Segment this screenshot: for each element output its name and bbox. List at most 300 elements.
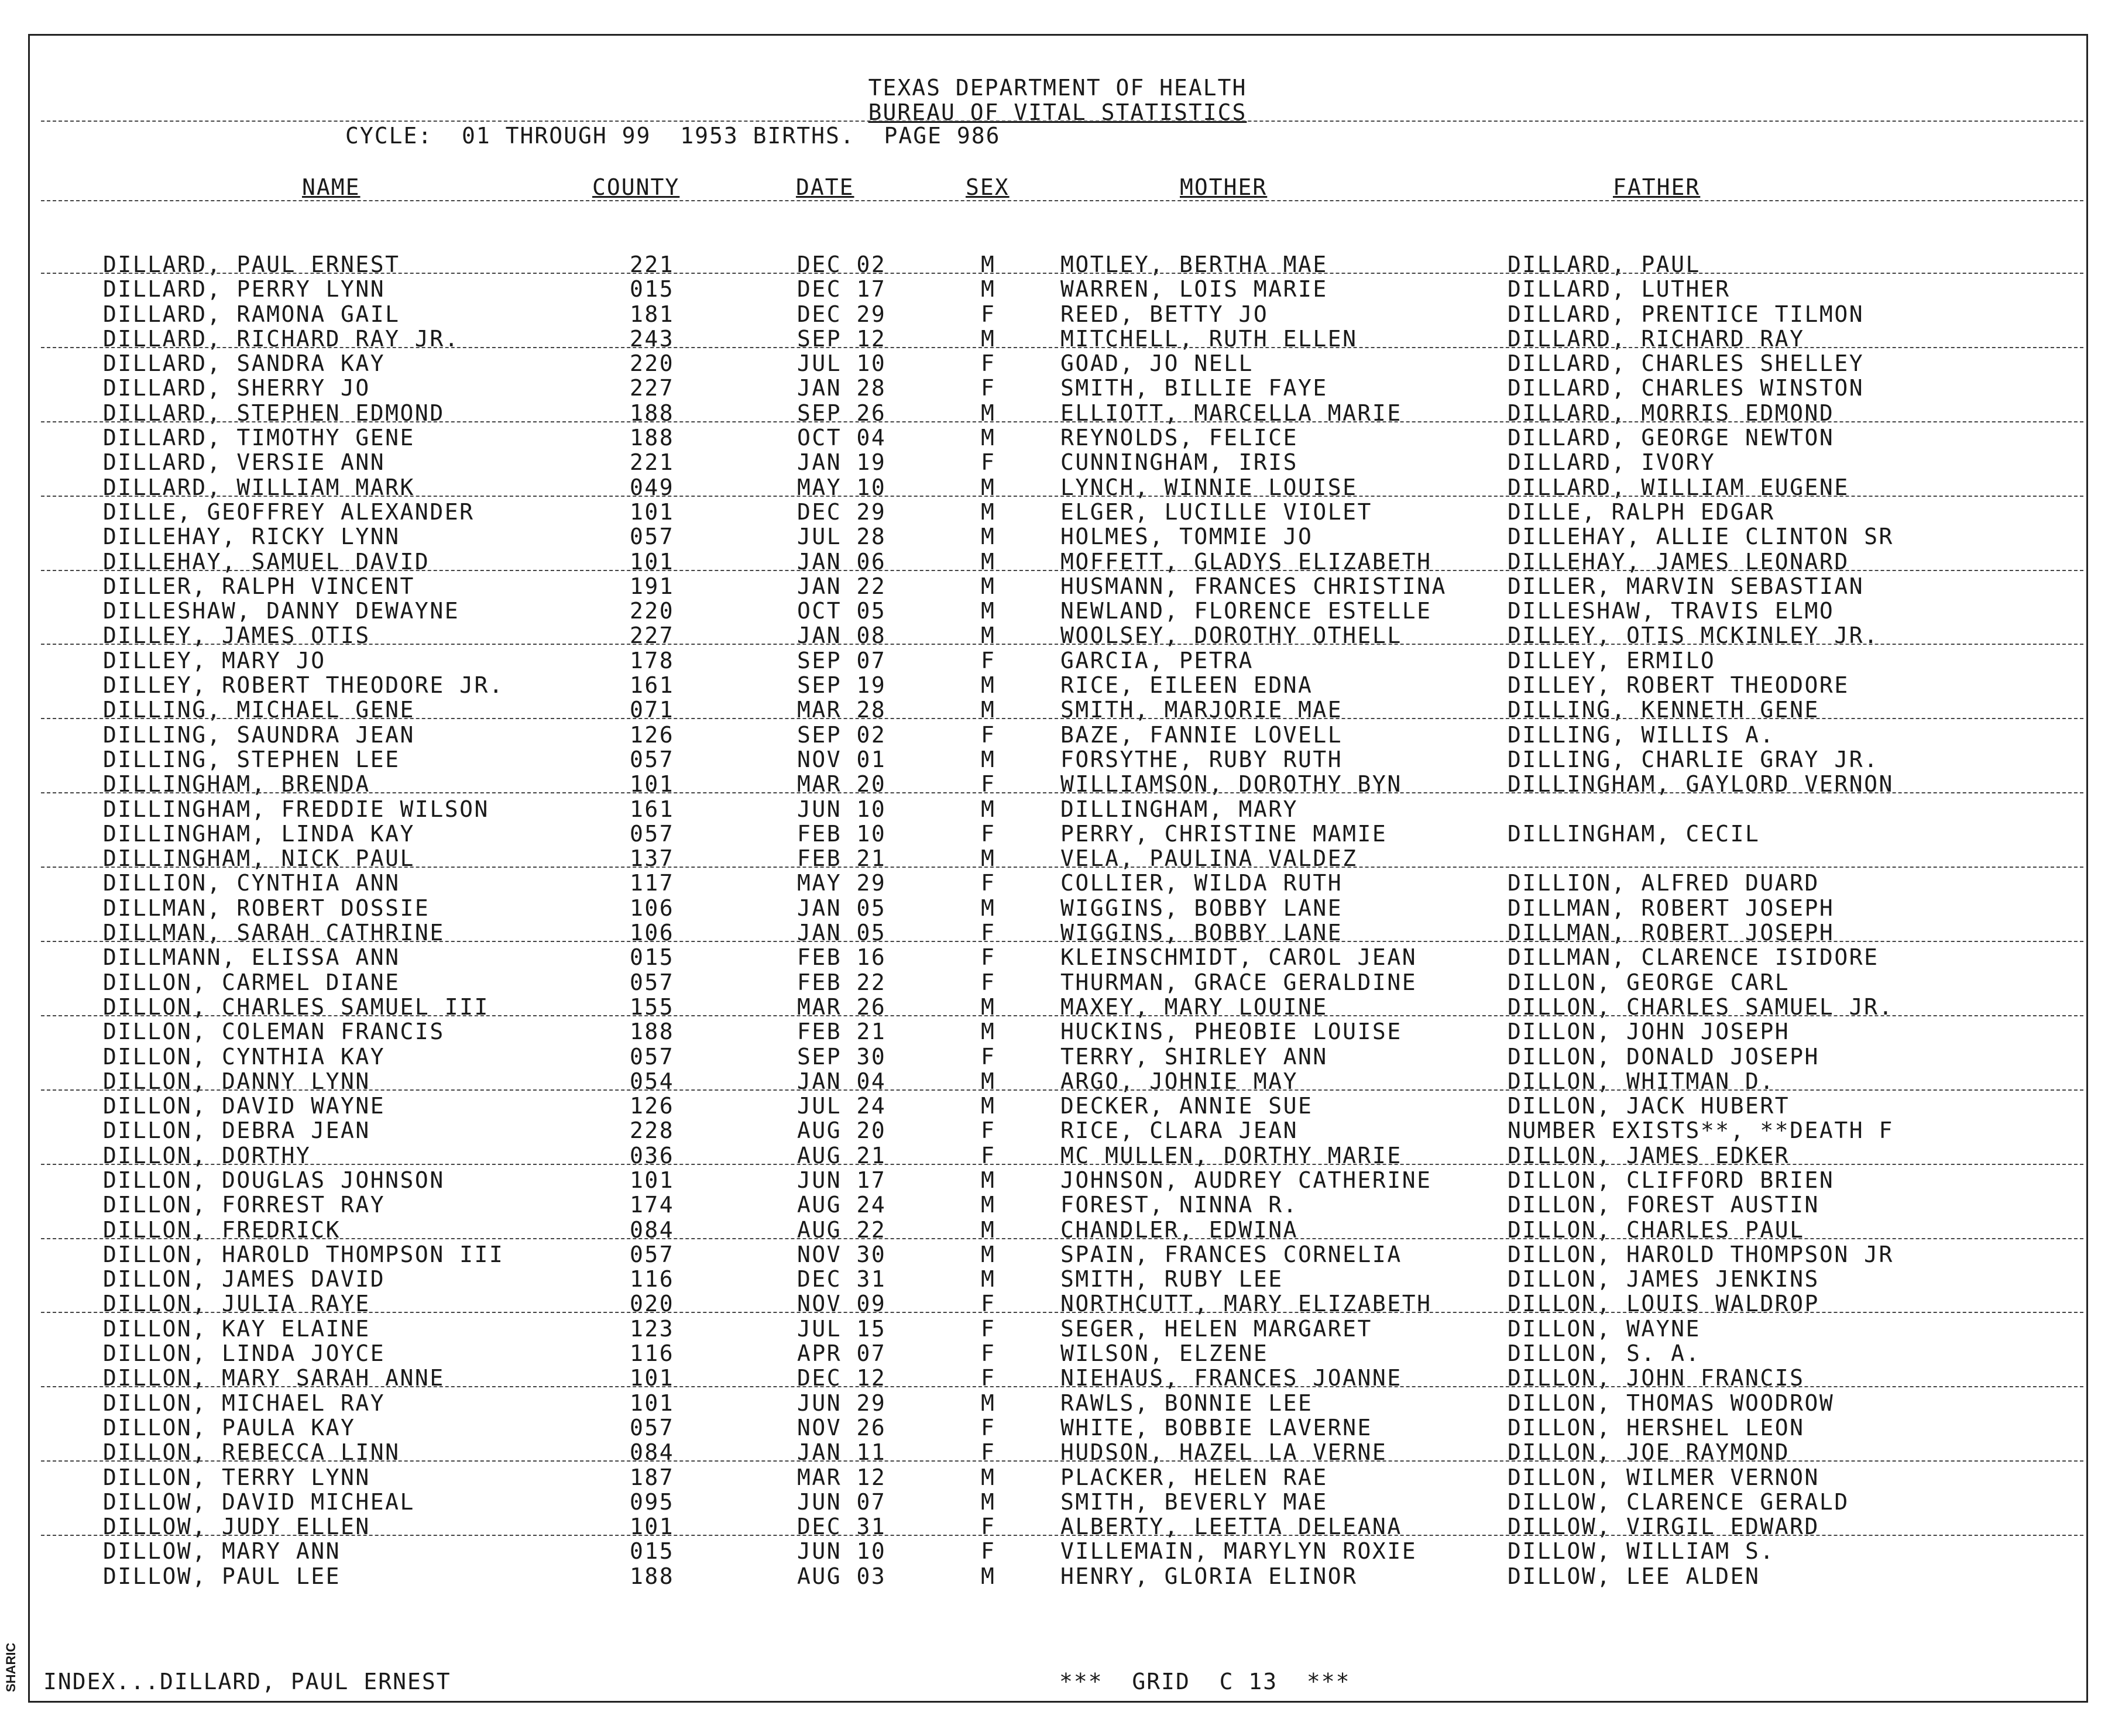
column-header-name: NAME bbox=[302, 174, 360, 200]
table-row bbox=[0, 1192, 2115, 1216]
cell-name: DILLMAN, SARAH CATHRINE bbox=[103, 920, 445, 946]
cell-county: 057 bbox=[630, 524, 675, 550]
cell-county: 243 bbox=[630, 325, 675, 352]
cell-mother: COLLIER, WILDA RUTH bbox=[1060, 870, 1343, 896]
cell-father: DILLON, WILMER VERNON bbox=[1508, 1464, 1819, 1490]
cell-father: DILLESHAW, TRAVIS ELMO bbox=[1508, 598, 1835, 624]
table-row bbox=[0, 1563, 2115, 1588]
cell-sex: F bbox=[981, 1538, 996, 1565]
cell-mother: RICE, CLARA JEAN bbox=[1060, 1118, 1299, 1144]
table-row bbox=[0, 845, 2115, 870]
cell-date: JUN 17 bbox=[797, 1167, 887, 1193]
cell-father: DILLON, FOREST AUSTIN bbox=[1508, 1192, 1819, 1218]
cell-father: DILLARD, CHARLES SHELLEY bbox=[1508, 350, 1865, 377]
cell-mother: VELA, PAULINA VALDEZ bbox=[1060, 845, 1358, 872]
cell-county: 116 bbox=[630, 1340, 675, 1367]
cell-date: OCT 04 bbox=[797, 425, 887, 451]
cell-father: DILLARD, RICHARD RAY bbox=[1508, 325, 1805, 352]
cell-mother: NIEHAUS, FRANCES JOANNE bbox=[1060, 1365, 1402, 1391]
table-row bbox=[0, 1266, 2115, 1291]
cell-county: 161 bbox=[630, 796, 675, 822]
cell-name: DILLON, JULIA RAYE bbox=[103, 1291, 370, 1317]
cell-father: DILLARD, MORRIS EDMOND bbox=[1508, 400, 1835, 426]
cell-county: 015 bbox=[630, 944, 675, 971]
column-header-county: COUNTY bbox=[592, 174, 680, 200]
cell-sex: M bbox=[981, 400, 996, 426]
cell-father: DILLEHAY, JAMES LEONARD bbox=[1508, 548, 1849, 575]
cell-date: AUG 20 bbox=[797, 1118, 887, 1144]
table-row bbox=[0, 771, 2115, 796]
cell-mother: HUCKINS, PHEOBIE LOUISE bbox=[1060, 1019, 1402, 1045]
cell-sex: F bbox=[981, 944, 996, 971]
cell-mother: SMITH, RUBY LEE bbox=[1060, 1266, 1283, 1292]
cell-mother: WILLIAMSON, DOROTHY BYN bbox=[1060, 771, 1402, 797]
cell-county: 057 bbox=[630, 1414, 675, 1441]
cell-county: 084 bbox=[630, 1216, 675, 1243]
cell-father: DILLON, HAROLD THOMPSON JR bbox=[1508, 1241, 1894, 1267]
cell-name: DILLON, CARMEL DIANE bbox=[103, 969, 400, 995]
table-row bbox=[0, 524, 2115, 548]
header-department: TEXAS DEPARTMENT OF HEALTH bbox=[868, 75, 1247, 101]
table-row bbox=[0, 672, 2115, 697]
cell-sex: F bbox=[981, 449, 996, 476]
cell-name: DILLEY, ROBERT THEODORE JR. bbox=[103, 672, 504, 699]
cell-county: 101 bbox=[630, 1365, 675, 1391]
cell-mother: CUNNINGHAM, IRIS bbox=[1060, 449, 1299, 476]
cell-father: DILLEY, ERMILO bbox=[1508, 647, 1716, 673]
cell-father: DILLOW, WILLIAM S. bbox=[1508, 1538, 1775, 1565]
cell-mother: SMITH, MARJORIE MAE bbox=[1060, 697, 1343, 723]
cell-name: DILLON, HAROLD THOMPSON III bbox=[103, 1241, 504, 1267]
table-row bbox=[0, 598, 2115, 623]
cell-name: DILLON, PAULA KAY bbox=[103, 1414, 356, 1441]
cell-name: DILLARD, VERSIE ANN bbox=[103, 449, 386, 476]
cell-sex: F bbox=[981, 350, 996, 377]
cell-mother: THURMAN, GRACE GERALDINE bbox=[1060, 969, 1417, 995]
cell-name: DILLMAN, ROBERT DOSSIE bbox=[103, 895, 430, 921]
cell-father: DILLER, MARVIN SEBASTIAN bbox=[1508, 573, 1865, 599]
cell-date: NOV 30 bbox=[797, 1241, 887, 1267]
cell-father: DILLARD, PRENTICE TILMON bbox=[1508, 301, 1865, 327]
cell-father: DILLON, CHARLES PAUL bbox=[1508, 1216, 1805, 1243]
cell-mother: DECKER, ANNIE SUE bbox=[1060, 1093, 1313, 1119]
cell-name: DILLARD, TIMOTHY GENE bbox=[103, 425, 415, 451]
cell-mother: NEWLAND, FLORENCE ESTELLE bbox=[1060, 598, 1432, 624]
cell-county: 126 bbox=[630, 1093, 675, 1119]
cell-father: DILLE, RALPH EDGAR bbox=[1508, 499, 1775, 525]
cell-sex: M bbox=[981, 573, 996, 599]
cell-sex: F bbox=[981, 1439, 996, 1466]
table-row bbox=[0, 252, 2115, 276]
table-row bbox=[0, 870, 2115, 895]
cell-sex: M bbox=[981, 425, 996, 451]
cell-date: SEP 30 bbox=[797, 1043, 887, 1070]
cell-father: DILLMAN, CLARENCE ISIDORE bbox=[1508, 944, 1879, 971]
cell-date: AUG 24 bbox=[797, 1192, 887, 1218]
cell-mother: FOREST, NINNA R. bbox=[1060, 1192, 1299, 1218]
cell-sex: M bbox=[981, 474, 996, 500]
cell-county: 071 bbox=[630, 697, 675, 723]
cell-name: DILLON, MARY SARAH ANNE bbox=[103, 1365, 445, 1391]
cell-father: DILLOW, CLARENCE GERALD bbox=[1508, 1489, 1849, 1515]
cell-name: DILLESHAW, DANNY DEWAYNE bbox=[103, 598, 460, 624]
table-row bbox=[0, 1340, 2115, 1365]
cell-name: DILLOW, DAVID MICHEAL bbox=[103, 1489, 415, 1515]
cell-sex: M bbox=[981, 1192, 996, 1218]
table-row bbox=[0, 1143, 2115, 1167]
cell-mother: MC MULLEN, DORTHY MARIE bbox=[1060, 1142, 1402, 1168]
cell-father: DILLING, KENNETH GENE bbox=[1508, 697, 1819, 723]
cell-county: 174 bbox=[630, 1192, 675, 1218]
cell-sex: M bbox=[981, 1019, 996, 1045]
cell-date: JAN 06 bbox=[797, 548, 887, 575]
cell-date: DEC 29 bbox=[797, 499, 887, 525]
cell-mother: ELGER, LUCILLE VIOLET bbox=[1060, 499, 1372, 525]
cell-county: 220 bbox=[630, 598, 675, 624]
cell-date: JAN 11 bbox=[797, 1439, 887, 1466]
cell-mother: DILLINGHAM, MARY bbox=[1060, 796, 1299, 822]
cell-sex: M bbox=[981, 499, 996, 525]
cell-name: DILLON, FORREST RAY bbox=[103, 1192, 386, 1218]
cell-name: DILLOW, JUDY ELLEN bbox=[103, 1514, 370, 1540]
cell-mother: HUDSON, HAZEL LA VERNE bbox=[1060, 1439, 1388, 1466]
cell-date: JAN 04 bbox=[797, 1068, 887, 1094]
cell-sex: F bbox=[981, 969, 996, 995]
cell-father: DILLON, HERSHEL LEON bbox=[1508, 1414, 1805, 1441]
cell-father: DILLARD, CHARLES WINSTON bbox=[1508, 375, 1865, 401]
cell-name: DILLARD, PAUL ERNEST bbox=[103, 252, 400, 277]
cell-father: DILLEHAY, ALLIE CLINTON SR bbox=[1508, 524, 1894, 550]
cell-mother: SMITH, BILLIE FAYE bbox=[1060, 375, 1328, 401]
table-row bbox=[0, 623, 2115, 647]
cell-county: 106 bbox=[630, 895, 675, 921]
cell-date: AUG 03 bbox=[797, 1563, 887, 1589]
cell-name: DILLARD, STEPHEN EDMOND bbox=[103, 400, 445, 426]
cell-sex: F bbox=[981, 375, 996, 401]
cell-father: DILLON, JOHN FRANCIS bbox=[1508, 1365, 1805, 1391]
cell-date: FEB 21 bbox=[797, 1019, 887, 1045]
cell-name: DILLON, LINDA JOYCE bbox=[103, 1340, 386, 1367]
cell-sex: F bbox=[981, 1315, 996, 1342]
cell-name: DILLOW, PAUL LEE bbox=[103, 1563, 341, 1589]
cell-date: JAN 05 bbox=[797, 920, 887, 946]
cell-father: NUMBER EXISTS**, **DEATH F bbox=[1508, 1118, 1894, 1144]
cell-county: 036 bbox=[630, 1142, 675, 1168]
cell-mother: PLACKER, HELEN RAE bbox=[1060, 1464, 1328, 1490]
cell-sex: M bbox=[981, 994, 996, 1020]
cell-county: 057 bbox=[630, 1043, 675, 1070]
cell-mother: CHANDLER, EDWINA bbox=[1060, 1216, 1299, 1243]
cell-mother: VILLEMAIN, MARYLYN ROXIE bbox=[1060, 1538, 1417, 1565]
header-rule bbox=[41, 121, 2083, 122]
cell-sex: M bbox=[981, 746, 996, 772]
cell-county: 187 bbox=[630, 1464, 675, 1490]
cell-father: DILLINGHAM, CECIL bbox=[1508, 820, 1760, 847]
cell-father: DILLON, DONALD JOSEPH bbox=[1508, 1043, 1819, 1070]
cell-date: JAN 05 bbox=[797, 895, 887, 921]
cell-father: DILLION, ALFRED DUARD bbox=[1508, 870, 1819, 896]
table-row bbox=[0, 697, 2115, 721]
table-row bbox=[0, 722, 2115, 747]
cell-mother: REED, BETTY JO bbox=[1060, 301, 1269, 327]
cell-date: DEC 12 bbox=[797, 1365, 887, 1391]
cell-name: DILLMANN, ELISSA ANN bbox=[103, 944, 400, 971]
cell-county: 057 bbox=[630, 969, 675, 995]
cell-name: DILLING, STEPHEN LEE bbox=[103, 746, 400, 772]
table-row bbox=[0, 1365, 2115, 1390]
cell-father: DILLON, JOE RAYMOND bbox=[1508, 1439, 1790, 1466]
table-row bbox=[0, 573, 2115, 598]
table-row bbox=[0, 796, 2115, 821]
cell-sex: M bbox=[981, 845, 996, 872]
cell-mother: MAXEY, MARY LOUINE bbox=[1060, 994, 1328, 1020]
cell-mother: SMITH, BEVERLY MAE bbox=[1060, 1489, 1328, 1515]
cell-father: DILLARD, WILLIAM EUGENE bbox=[1508, 474, 1849, 500]
cell-father: DILLEY, ROBERT THEODORE bbox=[1508, 672, 1849, 699]
cell-date: JUN 07 bbox=[797, 1489, 887, 1515]
cell-county: 049 bbox=[630, 474, 675, 500]
cell-mother: GOAD, JO NELL bbox=[1060, 350, 1254, 377]
table-row bbox=[0, 1093, 2115, 1118]
table-row bbox=[0, 648, 2115, 672]
cell-mother: WHITE, BOBBIE LAVERNE bbox=[1060, 1414, 1372, 1441]
cell-sex: F bbox=[981, 1043, 996, 1070]
cell-sex: M bbox=[981, 1489, 996, 1515]
cell-father: DILLON, JOHN JOSEPH bbox=[1508, 1019, 1790, 1045]
cell-county: 188 bbox=[630, 400, 675, 426]
cell-date: SEP 07 bbox=[797, 647, 887, 673]
cycle-line: CYCLE: 01 THROUGH 99 1953 BIRTHS. PAGE 986 bbox=[345, 123, 1001, 149]
table-row bbox=[0, 1316, 2115, 1340]
cell-mother: WARREN, LOIS MARIE bbox=[1060, 276, 1328, 302]
cell-name: DILLON, DANNY LYNN bbox=[103, 1068, 370, 1094]
footer-index: INDEX...DILLARD, PAUL ERNEST bbox=[43, 1669, 451, 1694]
cell-father: DILLEY, OTIS MCKINLEY JR. bbox=[1508, 623, 1879, 649]
cell-mother: SPAIN, FRANCES CORNELIA bbox=[1060, 1241, 1402, 1267]
cell-sex: F bbox=[981, 1365, 996, 1391]
cell-name: DILLING, MICHAEL GENE bbox=[103, 697, 415, 723]
cell-father: DILLARD, GEORGE NEWTON bbox=[1508, 425, 1835, 451]
cell-name: DILLON, KAY ELAINE bbox=[103, 1315, 370, 1342]
cell-sex: F bbox=[981, 1118, 996, 1144]
column-header-rule bbox=[41, 200, 2083, 201]
cell-sex: F bbox=[981, 647, 996, 673]
cell-mother: RICE, EILEEN EDNA bbox=[1060, 672, 1313, 699]
cell-sex: M bbox=[981, 697, 996, 723]
table-row bbox=[0, 375, 2115, 400]
cell-mother: TERRY, SHIRLEY ANN bbox=[1060, 1043, 1328, 1070]
cell-county: 181 bbox=[630, 301, 675, 327]
cell-county: 220 bbox=[630, 350, 675, 377]
cell-county: 123 bbox=[630, 1315, 675, 1342]
table-row bbox=[0, 1019, 2115, 1043]
cell-date: MAR 12 bbox=[797, 1464, 887, 1490]
cell-date: JUL 10 bbox=[797, 350, 887, 377]
cell-county: 106 bbox=[630, 920, 675, 946]
cell-county: 227 bbox=[630, 623, 675, 649]
cell-county: 178 bbox=[630, 647, 675, 673]
cell-date: NOV 26 bbox=[797, 1414, 887, 1441]
cell-county: 057 bbox=[630, 746, 675, 772]
cell-father: DILLON, THOMAS WOODROW bbox=[1508, 1390, 1835, 1416]
cell-name: DILLON, REBECCA LINN bbox=[103, 1439, 400, 1466]
cell-father: DILLON, JACK HUBERT bbox=[1508, 1093, 1790, 1119]
cell-date: JUN 29 bbox=[797, 1390, 887, 1416]
cell-sex: F bbox=[981, 1291, 996, 1317]
column-header-sex: SEX bbox=[966, 174, 1010, 200]
cell-county: 101 bbox=[630, 548, 675, 575]
cell-father: DILLMAN, ROBERT JOSEPH bbox=[1508, 920, 1835, 946]
cell-date: SEP 19 bbox=[797, 672, 887, 699]
table-row bbox=[0, 1465, 2115, 1489]
cell-date: JAN 28 bbox=[797, 375, 887, 401]
cell-county: 101 bbox=[630, 771, 675, 797]
table-row bbox=[0, 1068, 2115, 1093]
cell-county: 188 bbox=[630, 1563, 675, 1589]
table-row bbox=[0, 350, 2115, 375]
cell-sex: M bbox=[981, 1241, 996, 1267]
cell-mother: WIGGINS, BOBBY LANE bbox=[1060, 920, 1343, 946]
cell-county: 101 bbox=[630, 1514, 675, 1540]
cell-date: JAN 19 bbox=[797, 449, 887, 476]
cell-date: FEB 10 bbox=[797, 820, 887, 847]
cell-date: NOV 01 bbox=[797, 746, 887, 772]
cell-mother: GARCIA, PETRA bbox=[1060, 647, 1254, 673]
cell-sex: F bbox=[981, 1142, 996, 1168]
cell-sex: M bbox=[981, 598, 996, 624]
cell-name: DILLING, SAUNDRA JEAN bbox=[103, 721, 415, 748]
cell-date: JUL 15 bbox=[797, 1315, 887, 1342]
cell-mother: KLEINSCHMIDT, CAROL JEAN bbox=[1060, 944, 1417, 971]
cell-name: DILLON, DOUGLAS JOHNSON bbox=[103, 1167, 445, 1193]
cell-date: NOV 09 bbox=[797, 1291, 887, 1317]
cell-sex: M bbox=[981, 325, 996, 352]
cell-mother: RAWLS, BONNIE LEE bbox=[1060, 1390, 1313, 1416]
cell-date: FEB 21 bbox=[797, 845, 887, 872]
table-row bbox=[0, 326, 2115, 350]
cell-father: DILLON, JAMES JENKINS bbox=[1508, 1266, 1819, 1292]
cell-father: DILLOW, LEE ALDEN bbox=[1508, 1563, 1760, 1589]
cell-mother: REYNOLDS, FELICE bbox=[1060, 425, 1299, 451]
cell-mother: SEGER, HELEN MARGARET bbox=[1060, 1315, 1372, 1342]
cell-mother: ELLIOTT, MARCELLA MARIE bbox=[1060, 400, 1402, 426]
cell-mother: NORTHCUTT, MARY ELIZABETH bbox=[1060, 1291, 1432, 1317]
table-row bbox=[0, 944, 2115, 969]
cell-county: 015 bbox=[630, 1538, 675, 1565]
cell-mother: WOOLSEY, DOROTHY OTHELL bbox=[1060, 623, 1402, 649]
cell-county: 095 bbox=[630, 1489, 675, 1515]
cell-name: DILLARD, WILLIAM MARK bbox=[103, 474, 415, 500]
table-row bbox=[0, 1415, 2115, 1439]
cell-name: DILLOW, MARY ANN bbox=[103, 1538, 341, 1565]
cell-date: FEB 16 bbox=[797, 944, 887, 971]
cell-mother: HENRY, GLORIA ELINOR bbox=[1060, 1563, 1358, 1589]
table-row bbox=[0, 920, 2115, 944]
cell-father: DILLARD, LUTHER bbox=[1508, 276, 1731, 302]
cell-sex: F bbox=[981, 1414, 996, 1441]
cell-name: DILLER, RALPH VINCENT bbox=[103, 573, 415, 599]
cell-father: DILLING, WILLIS A. bbox=[1508, 721, 1775, 748]
table-row bbox=[0, 475, 2115, 499]
cell-mother: PERRY, CHRISTINE MAMIE bbox=[1060, 820, 1388, 847]
cell-county: 054 bbox=[630, 1068, 675, 1094]
cell-mother: ARGO, JOHNIE MAY bbox=[1060, 1068, 1299, 1094]
cell-sex: F bbox=[981, 721, 996, 748]
cell-father: DILLON, WHITMAN D. bbox=[1508, 1068, 1775, 1094]
table-row bbox=[0, 895, 2115, 920]
cell-county: 161 bbox=[630, 672, 675, 699]
cell-sex: F bbox=[981, 920, 996, 946]
cell-name: DILLON, DEBRA JEAN bbox=[103, 1118, 370, 1144]
cell-county: 057 bbox=[630, 1241, 675, 1267]
cell-sex: F bbox=[981, 870, 996, 896]
cell-sex: M bbox=[981, 895, 996, 921]
cell-name: DILLEHAY, RICKY LYNN bbox=[103, 524, 400, 550]
cell-name: DILLINGHAM, BRENDA bbox=[103, 771, 370, 797]
cell-father: DILLON, CLIFFORD BRIEN bbox=[1508, 1167, 1835, 1193]
table-row bbox=[0, 449, 2115, 474]
cell-mother: MOTLEY, BERTHA MAE bbox=[1060, 252, 1328, 277]
cell-sex: F bbox=[981, 1514, 996, 1540]
cell-county: 126 bbox=[630, 721, 675, 748]
cell-date: AUG 22 bbox=[797, 1216, 887, 1243]
cell-county: 101 bbox=[630, 499, 675, 525]
cell-county: 228 bbox=[630, 1118, 675, 1144]
cell-name: DILLARD, RAMONA GAIL bbox=[103, 301, 400, 327]
table-row bbox=[0, 1439, 2115, 1464]
cell-sex: M bbox=[981, 672, 996, 699]
cell-date: JUL 24 bbox=[797, 1093, 887, 1119]
cell-date: MAY 29 bbox=[797, 870, 887, 896]
cell-county: 117 bbox=[630, 870, 675, 896]
cell-father: DILLOW, VIRGIL EDWARD bbox=[1508, 1514, 1819, 1540]
cell-county: 221 bbox=[630, 252, 675, 277]
cell-date: MAR 20 bbox=[797, 771, 887, 797]
cell-sex: M bbox=[981, 1390, 996, 1416]
table-row bbox=[0, 499, 2115, 524]
table-row bbox=[0, 1538, 2115, 1563]
table-row bbox=[0, 276, 2115, 301]
cell-mother: ALBERTY, LEETTA DELEANA bbox=[1060, 1514, 1402, 1540]
cell-name: DILLON, DAVID WAYNE bbox=[103, 1093, 386, 1119]
cell-mother: WIGGINS, BOBBY LANE bbox=[1060, 895, 1343, 921]
column-header-father: FATHER bbox=[1613, 174, 1701, 200]
cell-date: SEP 26 bbox=[797, 400, 887, 426]
cell-father: DILLON, WAYNE bbox=[1508, 1315, 1701, 1342]
cell-sex: M bbox=[981, 796, 996, 822]
cell-county: 137 bbox=[630, 845, 675, 872]
cell-name: DILLE, GEOFFREY ALEXANDER bbox=[103, 499, 475, 525]
table-row bbox=[0, 994, 2115, 1019]
cell-county: 188 bbox=[630, 425, 675, 451]
cell-name: DILLON, FREDRICK bbox=[103, 1216, 341, 1243]
table-row bbox=[0, 747, 2115, 771]
cell-date: DEC 02 bbox=[797, 252, 887, 277]
table-row bbox=[0, 301, 2115, 326]
column-header-mother: MOTHER bbox=[1180, 174, 1268, 200]
cell-mother: LYNCH, WINNIE LOUISE bbox=[1060, 474, 1358, 500]
records-table bbox=[0, 252, 2115, 1588]
header-bureau: BUREAU OF VITAL STATISTICS bbox=[868, 99, 1247, 125]
cell-date: JUN 10 bbox=[797, 1538, 887, 1565]
cell-father: DILLON, LOUIS WALDROP bbox=[1508, 1291, 1819, 1317]
table-row bbox=[0, 970, 2115, 994]
cell-county: 227 bbox=[630, 375, 675, 401]
cell-sex: M bbox=[981, 252, 996, 277]
cell-name: DILLARD, PERRY LYNN bbox=[103, 276, 386, 302]
cell-county: 057 bbox=[630, 820, 675, 847]
cell-county: 084 bbox=[630, 1439, 675, 1466]
